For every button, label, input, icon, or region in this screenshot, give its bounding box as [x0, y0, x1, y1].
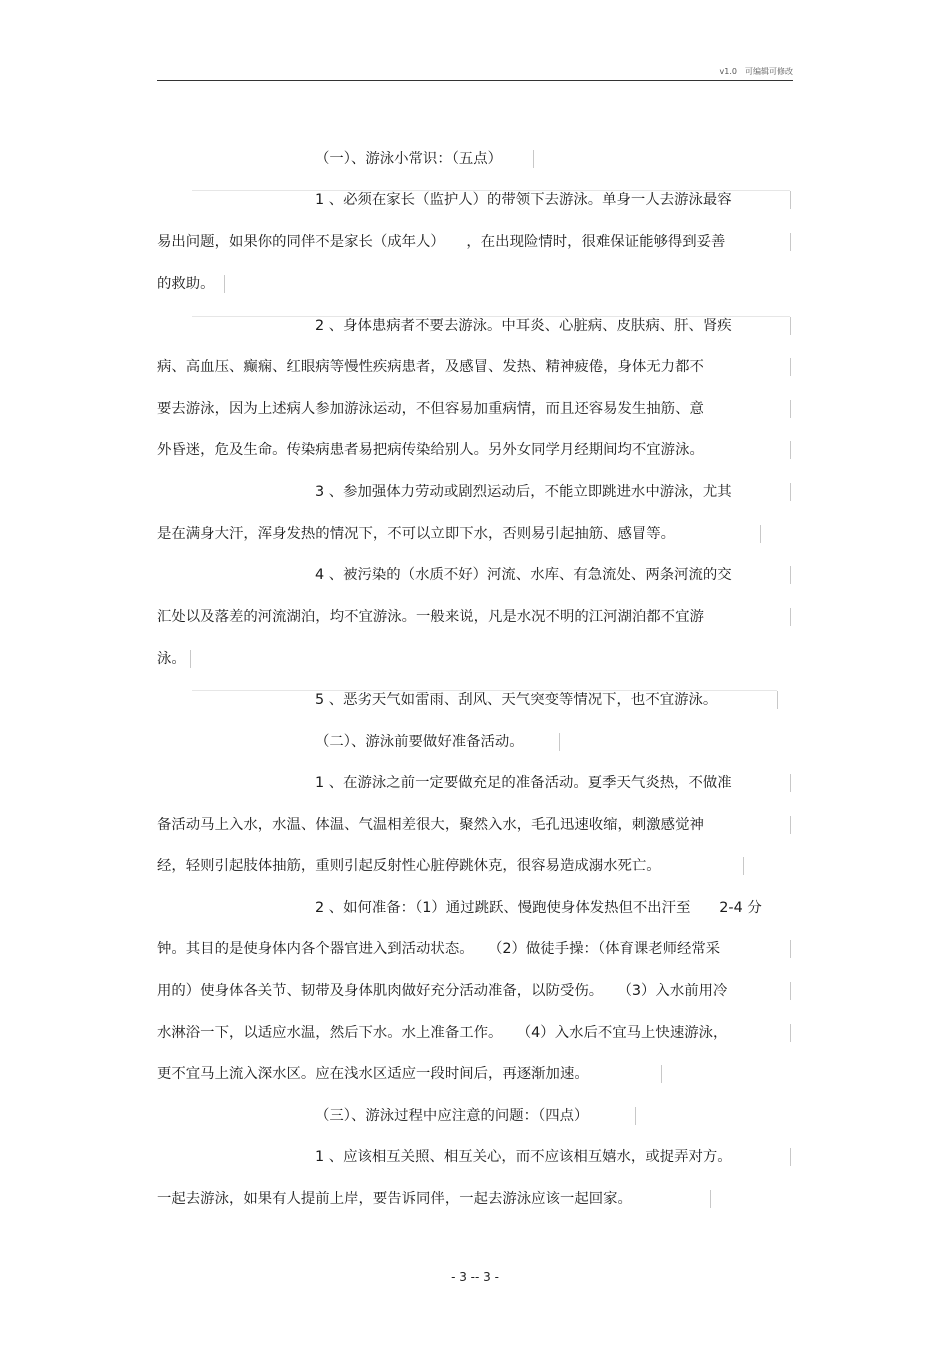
paragraph-line: 病、高血压、癫痫、红眼病等慢性疾病患者，及感冒、发热、精神疲倦，身体无力都不: [157, 359, 704, 375]
paragraph-line: 1 、在游泳之前一定要做充足的准备活动。夏季天气炎热，不做准: [315, 775, 732, 791]
paragraph-line: 是在满身大汗，浑身发热的情况下，不可以立即下水，否则易引起抽筋、感冒等。: [157, 526, 676, 542]
paragraph-line: 要去游泳，因为上述病人参加游泳运动，不但容易加重病情，而且还容易发生抽筋、意: [157, 401, 704, 417]
paragraph-line: 的救助。: [157, 276, 215, 292]
table-edge: [790, 400, 791, 418]
paragraph-line: 5 、恶劣天气如雷雨、刮风、天气突变等情况下，也不宜游泳。: [315, 692, 718, 708]
paragraph-line: 外昏迷，危及生命。传染病患者易把病传染给别人。另外女同学月经期间均不宜游泳。: [157, 442, 704, 458]
paragraph-line: 经，轻则引起肢体抽筋，重则引起反射性心脏停跳休克，很容易造成溺水死亡。: [157, 858, 661, 874]
table-edge: [790, 358, 791, 376]
table-edge: [790, 1148, 791, 1166]
paragraph-line: 易出问题，如果你的同伴不是家长（成年人） ，在出现险情时，很难保证能够得到妥善: [157, 234, 726, 250]
table-edge: [790, 317, 791, 335]
table-edge: [533, 150, 534, 168]
paragraph-line: 2 、身体患病者不要去游泳。中耳炎、心脏病、皮肤病、肝、肾疾: [315, 318, 732, 334]
paragraph-line: 泳。: [157, 651, 186, 667]
page-number: - 3 -- 3 -: [451, 1270, 499, 1284]
paragraph-line: 1 、必须在家长（监护人）的带领下去游泳。单身一人去游泳最容: [315, 192, 732, 208]
table-edge: [790, 940, 791, 958]
paragraph-line: 3 、参加强体力劳动或剧烈运动后，不能立即跳进水中游泳，尤其: [315, 484, 732, 500]
table-edge: [790, 982, 791, 1000]
table-edge: [777, 691, 778, 709]
table-edge: [790, 608, 791, 626]
table-edge: [635, 1107, 636, 1125]
paragraph-line: 更不宜马上流入深水区。应在浅水区适应一段时间后，再逐渐加速。: [157, 1066, 589, 1082]
table-edge: [790, 566, 791, 584]
paragraph-line: 1 、应该相互关照、相互关心，而不应该相互嬉水，或捉弄对方。: [315, 1149, 732, 1165]
table-edge: [224, 275, 225, 293]
table-edge: [661, 1065, 662, 1083]
section-heading-1: （一）、游泳小常识：（五点）: [315, 151, 503, 167]
table-edge: [790, 441, 791, 459]
table-edge: [743, 857, 744, 875]
paragraph-line: 4 、被污染的（水质不好）河流、水库、有急流处、两条河流的交: [315, 567, 732, 583]
paragraph-line: 2 、如何准备：（1）通过跳跃、慢跑使身体发热但不出汗至 2-4 分: [315, 900, 762, 916]
table-edge: [790, 233, 791, 251]
table-edge: [790, 1024, 791, 1042]
table-edge: [790, 816, 791, 834]
table-edge: [710, 1190, 711, 1208]
table-edge: [790, 191, 791, 209]
table-edge: [790, 483, 791, 501]
section-heading-3: （三）、游泳过程中应注意的问题：（四点）: [315, 1108, 589, 1124]
paragraph-line: 备活动马上入水，水温、体温、气温相差很大，聚然入水，毛孔迅速收缩，刺激感觉神: [157, 817, 704, 833]
paragraph-line: 钟。其目的是使身体内各个器官进入到活动状态。 （2）做徒手操：（体育课老师经常采: [157, 941, 721, 957]
header-version-note: v1.0 可编辑可修改: [719, 67, 793, 76]
table-edge: [790, 774, 791, 792]
table-edge: [190, 650, 191, 668]
paragraph-line: 汇处以及落差的河流湖泊，均不宜游泳。一般来说，凡是水况不明的江河湖泊都不宜游: [157, 609, 704, 625]
header-rule: [157, 80, 793, 81]
section-heading-2: （二）、游泳前要做好准备活动。: [315, 734, 524, 750]
paragraph-line: 用的）使身体各关节、韧带及身体肌肉做好充分活动准备，以防受伤。 （3）入水前用冷: [157, 983, 728, 999]
paragraph-line: 水淋浴一下，以适应水温，然后下水。水上准备工作。 （4）入水后不宜马上快速游泳，: [157, 1025, 728, 1041]
table-edge: [559, 733, 560, 751]
paragraph-line: 一起去游泳，如果有人提前上岸，要告诉同伴，一起去游泳应该一起回家。: [157, 1191, 632, 1207]
table-edge: [760, 525, 761, 543]
